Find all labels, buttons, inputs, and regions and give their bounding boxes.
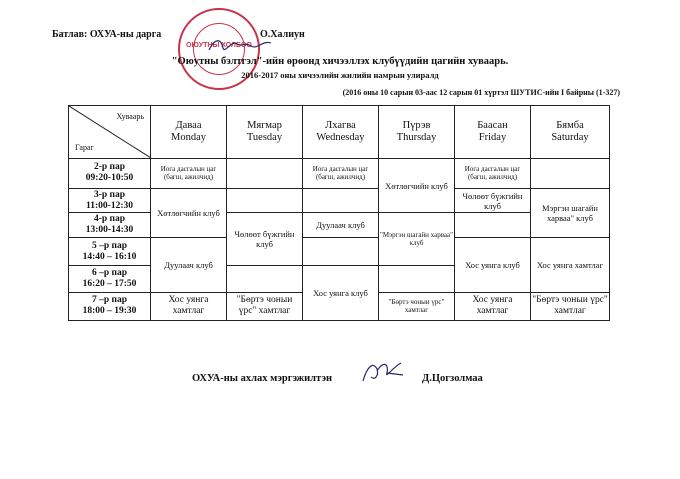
approval-line	[52, 29, 305, 40]
cell-sat-empty	[531, 158, 610, 188]
day-name: Бямба	[556, 119, 584, 131]
period-cell	[69, 158, 151, 188]
seal-text: ОЮУТНЫ ХОЛБОО	[186, 42, 252, 49]
approver-signature	[205, 34, 275, 56]
day-name: Мягмар	[247, 119, 282, 131]
period-name: 4-р пар	[93, 214, 126, 225]
table-row	[69, 237, 610, 265]
cell-wed-duulaach: Дуулаач клуб	[303, 213, 379, 237]
day-wednesday	[303, 106, 379, 159]
day-thursday	[379, 106, 455, 159]
period-time: 11:00-12:30	[86, 200, 133, 211]
footer-label: ОХУА-ны ахлах мэргэжилтэн	[192, 373, 333, 384]
period-name: 7 –р пар	[91, 295, 128, 306]
cell-wed-khos-klub: Хос уянга клуб	[303, 266, 379, 321]
period-name: 5 –р пар	[91, 240, 128, 251]
cell-thu-empty	[379, 266, 455, 292]
approve-label: Батлав: ОХУА-ны дарга	[52, 29, 162, 40]
day-name: Лхагва	[325, 119, 356, 131]
day-name-en: Saturday	[551, 131, 589, 143]
cell-tue-empty	[227, 158, 303, 188]
cell-mon-khos-khamtlag: Хос уянга хамтлаг	[151, 292, 227, 320]
day-name-en: Friday	[478, 131, 507, 143]
cell-sat-borte: "Бөртэ чоныи үрс" хамтлаг	[531, 292, 610, 320]
header-row	[69, 106, 610, 159]
cell-fri-khos-klub: Хос уянга клуб	[455, 237, 531, 292]
corner-day-label: Гараг	[75, 142, 94, 152]
cell-wed-yoga: Иога дасгалын цаг (багш, ажилчид)	[303, 158, 379, 188]
day-name-en: Thursday	[396, 131, 437, 143]
day-name-en: Tuesday	[246, 131, 283, 143]
period-cell	[69, 213, 151, 237]
period-cell	[69, 189, 151, 213]
day-name-en: Wednesday	[316, 131, 365, 143]
cell-tue-empty	[227, 189, 303, 213]
day-name: Даваа	[175, 119, 202, 131]
period-cell	[69, 237, 151, 265]
cell-mon-yoga: Иога дасгалын цаг (багш, ажилчид)	[151, 158, 227, 188]
approver-name: О.Халиун	[260, 29, 305, 40]
period-cell	[69, 266, 151, 292]
table-row	[69, 158, 610, 188]
cell-sat-khos-khamtlag: Хос уянга хамтлаг	[531, 237, 610, 292]
cell-mon-duulaach: Дуулаач клуб	[151, 237, 227, 292]
schedule-table	[68, 105, 610, 321]
period-name: 2-р пар	[93, 162, 126, 173]
period-cell	[69, 292, 151, 320]
cell-thu-borte: "Бөртэ чоныи үрс" хамтлаг	[379, 292, 455, 320]
period-time: 14:40 – 16:10	[82, 251, 137, 262]
day-saturday	[531, 106, 610, 159]
cell-sat-mergen: Мэргэн шагайн харваа" клуб	[531, 189, 610, 238]
cell-fri-empty	[455, 213, 531, 237]
cell-mon-debate: Хөтлөгчийн клуб	[151, 189, 227, 238]
table-row	[69, 189, 610, 213]
day-name: Пүрэв	[402, 119, 431, 131]
period-time: 13:00-14:30	[85, 225, 134, 236]
cell-fri-yoga: Иога дасгалын цаг (багш, ажилчид)	[455, 158, 531, 188]
corner-schedule-label: Хуваарь	[116, 112, 144, 121]
period-name: 3-р пар	[93, 189, 126, 200]
cell-fri-free-dance: Чөлөөт бүжгийн клуб	[455, 189, 531, 213]
footer-name: Д.Цогзолмаа	[422, 373, 483, 384]
period-name: 6 –р пар	[91, 267, 128, 278]
document-subtitle: 2016-2017 оны хичээлийн жилийн намрын улиралд	[241, 70, 439, 80]
specialist-signature	[357, 357, 409, 387]
day-friday	[455, 106, 531, 159]
period-time: 09:20-10:50	[85, 173, 134, 184]
corner-cell	[69, 106, 151, 159]
cell-thu-mergen: "Мэргэн шагайн харваа" клуб	[379, 213, 455, 266]
cell-thu-debate: Хөтлөгчийн клуб	[379, 158, 455, 213]
period-time: 16:20 – 17:50	[82, 278, 137, 289]
footer-line	[192, 373, 483, 384]
day-monday	[151, 106, 227, 159]
period-time: 18:00 – 19:30	[82, 306, 137, 317]
day-name-en: Monday	[171, 131, 206, 143]
cell-tue-free-dance: Чөлөөт бүжгийн клуб	[227, 213, 303, 266]
table-row	[69, 213, 610, 237]
document-title: "Оюутны бэлтгэл"-ийн өрөонд хичээллэх клубүүдийн цагийн хуваарь.	[171, 56, 509, 67]
cell-wed-empty	[303, 237, 379, 265]
cell-tue-empty	[227, 266, 303, 292]
cell-tue-borte: "Бөртэ чоныи үрс" хамтлаг	[227, 292, 303, 320]
day-name: Баасан	[477, 119, 508, 131]
cell-fri-khos-khamtlag: Хос уянга хамтлаг	[455, 292, 531, 320]
day-tuesday	[227, 106, 303, 159]
date-range: (2016 оны 10 сарын 03-аас 12 сарын 01 хүртэл ШУТИС-ийн I байрны (1-327)	[342, 88, 620, 97]
cell-wed-empty	[303, 189, 379, 213]
